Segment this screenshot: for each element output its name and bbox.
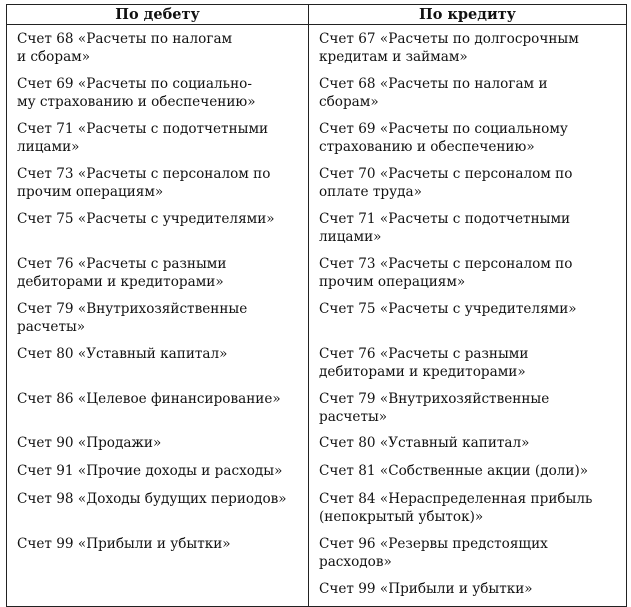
debit-entry [7,120,308,165]
debit-entry-line: Счет 73 «Расчеты с персоналом по [17,166,271,182]
credit-entry-line: дебиторами и кредиторами» [319,364,526,380]
credit-entry-line: Счет 67 «Расчеты по долгосрочным [319,31,579,47]
debit-entry-line: Счет 86 «Целевое финансирование» [17,391,281,407]
debit-entry [7,490,308,535]
debit-entries [7,25,308,579]
credit-entry [309,120,626,165]
debit-entry-line: Счет 79 «Внутрихозяйственные [17,301,248,317]
debit-entry [7,165,308,210]
credit-entry [309,75,626,120]
debit-entry-line: Счет 71 «Расчеты с подотчетными [17,121,269,137]
credit-entry [309,462,626,490]
credit-entry-line: Счет 69 «Расчеты по социальному [319,121,568,137]
debit-entry-line: Счет 76 «Расчеты с разными [17,256,227,272]
credit-entry-line: Счет 76 «Расчеты с разными [319,346,529,362]
credit-entry-line: расчеты» [319,409,388,425]
debit-entry-line: Счет 69 «Расчеты по социально- [17,76,252,92]
credit-entry-line: Счет 68 «Расчеты по налогам и [319,76,548,92]
credit-entry [309,165,626,210]
credit-entry [309,255,626,300]
debit-entry-line: му страхованию и обеспечению» [17,94,256,110]
debit-entry-line: дебиторами и кредиторами» [17,274,224,290]
debit-entry-line: и сборам» [17,49,91,65]
credit-entry [309,30,626,75]
credit-entry-line: страхованию и обеспечению» [319,139,535,155]
credit-entry-line: лицами» [319,229,382,245]
accounts-table [6,4,627,607]
credit-entry-line: Счет 99 «Прибыли и убытки» [319,581,533,597]
credit-entry-line: Счет 71 «Расчеты с подотчетными [319,211,571,227]
debit-entry [7,345,308,390]
debit-entry [7,434,308,462]
debit-entry-line: Счет 99 «Прибыли и убытки» [17,536,231,552]
debit-entry-line: Счет 98 «Доходы будущих периодов» [17,491,287,507]
credit-entry [309,345,626,390]
debit-entry-line: Счет 75 «Расчеты с учредителями» [17,211,275,227]
debit-entry-line: Счет 68 «Расчеты по налогам [17,31,233,47]
credit-entry-line: оплате труда» [319,184,422,200]
credit-entry-line: Счет 75 «Расчеты с учредителями» [319,301,577,317]
debit-entry-line: прочим операциям» [17,184,164,200]
credit-entry-line: Счет 73 «Расчеты с персоналом по [319,256,573,272]
credit-column [309,25,627,607]
credit-entry [309,434,626,462]
credit-entry-line: Счет 79 «Внутрихозяйственные [319,391,550,407]
credit-entry-line: сборам» [319,94,379,110]
credit-entry [309,580,626,602]
debit-entry [7,300,308,345]
credit-entry [309,390,626,434]
debit-entry [7,535,308,575]
debit-entry [7,255,308,300]
credit-entry-line: прочим операциям» [319,274,466,290]
credit-entry-line: Счет 96 «Резервы предстоящих [319,536,548,552]
credit-entry [309,210,626,255]
credit-entry-line: (непокрытый убыток)» [319,509,484,525]
credit-entry [309,300,626,345]
debit-entry [7,462,308,490]
debit-entry-line: Счет 80 «Уставный капитал» [17,346,228,362]
debit-entry-line: расчеты» [17,319,86,335]
debit-entry [7,30,308,75]
credit-entry-line: расходов» [319,554,392,570]
debit-entry-line: лицами» [17,139,80,155]
debit-entry [7,390,308,434]
credit-entry [309,535,626,580]
body-row [7,25,627,607]
credit-entry-line: Счет 81 «Собственные акции (доли)» [319,463,589,479]
debit-entry-line: Счет 90 «Продажи» [17,435,162,451]
debit-entry [7,210,308,255]
header-row [7,5,627,25]
debit-header: По дебету [7,5,309,25]
credit-entry-line: Счет 70 «Расчеты с персоналом по [319,166,573,182]
credit-entry-line: Счет 80 «Уставный капитал» [319,435,530,451]
debit-entry [7,75,308,120]
credit-entry [309,490,626,535]
debit-entry-line: Счет 91 «Прочие доходы и расходы» [17,463,283,479]
credit-entries [309,25,626,606]
credit-header: По кредиту [309,5,627,25]
credit-entry-line: Счет 84 «Нераспределенная прибыль [319,491,593,507]
debit-column [7,25,309,607]
credit-entry-line: кредитам и займам» [319,49,468,65]
